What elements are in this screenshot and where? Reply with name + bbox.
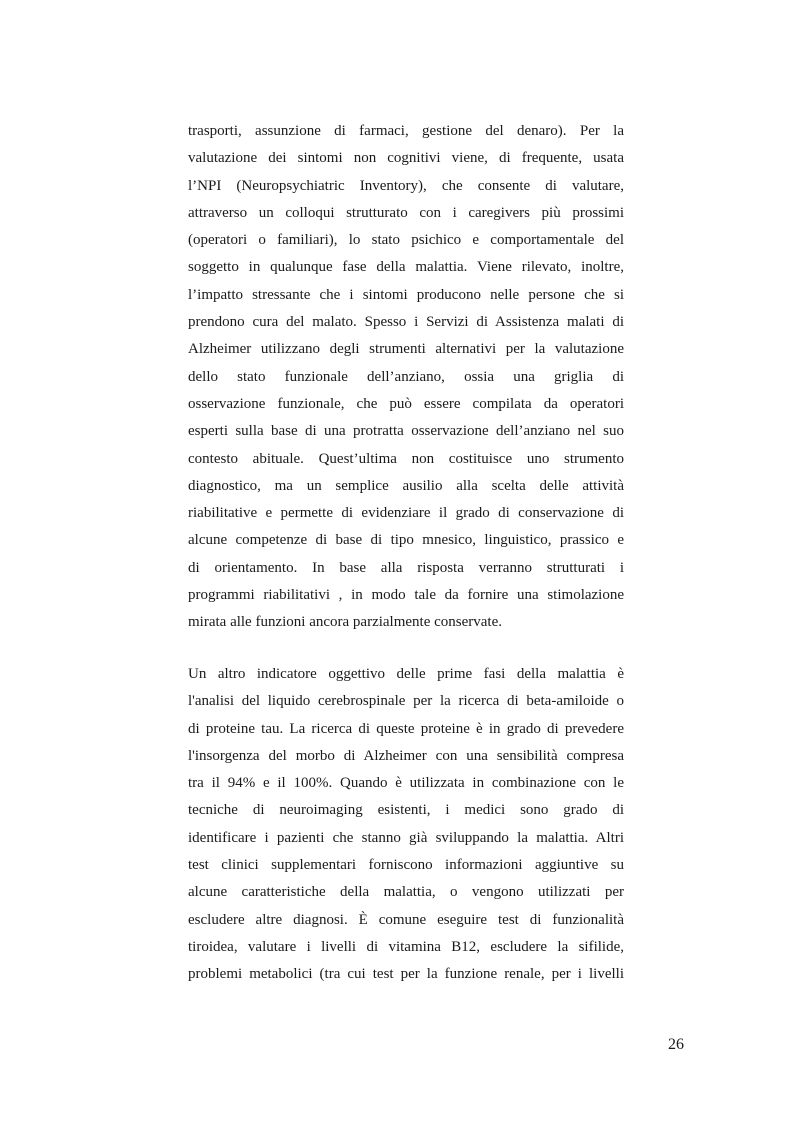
text-line: alcune caratteristiche della malattia, o vengono utilizzati per xyxy=(188,884,624,901)
text-line: di orientamento. In base alla risposta verranno strutturati i xyxy=(188,559,624,576)
text-line: osservazione funzionale, che può essere compilata da operatori xyxy=(188,395,624,412)
text-line: prendono cura del malato. Spesso i Servizi di Assistenza malati di xyxy=(188,314,624,331)
text-line: Un altro indicatore oggettivo delle prime fasi della malattia è xyxy=(188,666,624,682)
paragraph-2 xyxy=(188,661,624,989)
text-line: l'insorgenza del morbo di Alzheimer con una sensibilità compresa xyxy=(188,747,624,764)
text-line: tecniche di neuroimaging esistenti, i medici sono grado di xyxy=(188,802,624,819)
paragraph-1 xyxy=(188,118,624,637)
text-line: riabilitative e permette di evidenziare il grado di conservazione di xyxy=(188,505,624,522)
text-line: trasporti, assunzione di farmaci, gestione del denaro). Per la xyxy=(188,123,624,139)
text-line: dello stato funzionale dell’anziano, ossia una griglia di xyxy=(188,368,624,385)
text-line: (operatori o familiari), lo stato psichico e comportamentale del xyxy=(188,232,624,249)
text-line: test clinici supplementari forniscono informazioni aggiuntive su xyxy=(188,857,624,874)
text-line: l’impatto stressante che i sintomi producono nelle persone che si xyxy=(188,286,624,303)
text-line: escludere altre diagnosi. È comune eseguire test di funzionalità xyxy=(188,911,624,928)
text-line: alcune competenze di base di tipo mnesico, linguistico, prassico e xyxy=(188,532,624,549)
page-number: 26 xyxy=(668,1036,684,1053)
text-line: l’NPI (Neuropsychiatric Inventory), che consente di valutare, xyxy=(188,177,624,194)
text-line: contesto abituale. Quest’ultima non costituisce uno strumento xyxy=(188,450,624,467)
text-line: mirata alle funzioni ancora parzialmente conservate. xyxy=(188,614,503,631)
text-line: valutazione dei sintomi non cognitivi viene, di frequente, usata xyxy=(188,150,624,167)
text-line: soggetto in qualunque fase della malattia. Viene rilevato, inoltre, xyxy=(188,259,624,276)
text-line: problemi metabolici (tra cui test per la funzione renale, per i livelli xyxy=(188,966,624,983)
text-line: diagnostico, ma un semplice ausilio alla scelta delle attività xyxy=(188,477,624,494)
text-line: tiroidea, valutare i livelli di vitamina B12, escludere la sifilide, xyxy=(188,938,624,955)
text-line: tra il 94% e il 100%. Quando è utilizzata in combinazione con le xyxy=(188,775,624,792)
text-line: di proteine tau. La ricerca di queste proteine è in grado di prevedere xyxy=(188,720,624,737)
text-line: attraverso un colloqui strutturato con i caregivers più prossimi xyxy=(188,204,624,221)
text-line: identificare i pazienti che stanno già sviluppando la malattia. Altri xyxy=(188,829,624,846)
text-line: esperti sulla base di una protratta osservazione dell’anziano nel suo xyxy=(188,423,624,440)
text-line: programmi riabilitativi , in modo tale da fornire una stimolazione xyxy=(188,587,624,604)
text-line: l'analisi del liquido cerebrospinale per la ricerca di beta-amiloide o xyxy=(188,693,624,710)
text-line: Alzheimer utilizzano degli strumenti alternativi per la valutazione xyxy=(188,341,624,358)
